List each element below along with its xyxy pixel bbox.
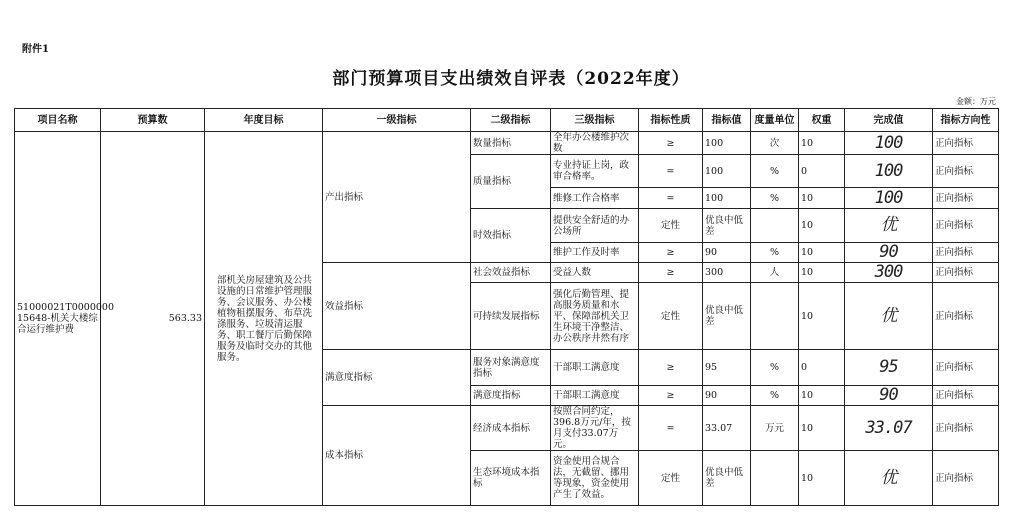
direction-cell: 正向指标 bbox=[933, 243, 999, 263]
header-cell: 二级指标 bbox=[471, 109, 551, 132]
weight-cell: 10 bbox=[799, 451, 845, 506]
level3-cell: 提供安全舒适的办公场所 bbox=[551, 209, 639, 243]
weight-cell: 10 bbox=[799, 209, 845, 243]
direction-cell: 正向指标 bbox=[933, 188, 999, 209]
budget-cell: 563.33 bbox=[101, 132, 205, 506]
unit-note: 金额：万元 bbox=[956, 97, 996, 106]
level2-cell: 时效指标 bbox=[471, 209, 551, 263]
value-cell: 优良中低差 bbox=[703, 283, 751, 350]
level3-cell: 强化后勤管理、提高服务质量和水平、保障部机关卫生环境干净整洁、办公秩序井然有序 bbox=[551, 283, 639, 350]
level2-cell: 经济成本指标 bbox=[471, 406, 551, 451]
value-cell: 100 bbox=[703, 188, 751, 209]
unit-cell: % bbox=[751, 155, 799, 188]
value-cell: 90 bbox=[703, 386, 751, 406]
weight-cell: 10 bbox=[799, 263, 845, 283]
nature-cell: 定性 bbox=[639, 283, 703, 350]
header-row bbox=[15, 109, 999, 132]
unit-cell: % bbox=[751, 350, 799, 386]
header-cell: 预算数 bbox=[101, 109, 205, 132]
evaluation-table bbox=[14, 108, 999, 506]
level1-benefit-cell: 效益指标 bbox=[323, 263, 471, 350]
completion-cell: 95 bbox=[845, 350, 933, 386]
header-cell: 完成值 bbox=[845, 109, 933, 132]
value-cell: 100 bbox=[703, 132, 751, 155]
project-name-cell: 51000021T0000000 15648-机关大楼综合运行维护费 bbox=[15, 132, 101, 506]
table-row bbox=[15, 132, 999, 155]
weight-cell: 10 bbox=[799, 406, 845, 451]
level2-cell: 社会效益指标 bbox=[471, 263, 551, 283]
weight-cell: 10 bbox=[799, 132, 845, 155]
unit-cell bbox=[751, 283, 799, 350]
nature-cell: ≥ bbox=[639, 243, 703, 263]
attachment-label: 附件1 bbox=[22, 44, 49, 55]
header-cell: 指标方向性 bbox=[933, 109, 999, 132]
direction-cell: 正向指标 bbox=[933, 132, 999, 155]
level3-cell: 干部职工满意度 bbox=[551, 350, 639, 386]
direction-cell: 正向指标 bbox=[933, 451, 999, 506]
level2-cell: 数量指标 bbox=[471, 132, 551, 155]
header-cell: 权重 bbox=[799, 109, 845, 132]
header-cell: 度量单位 bbox=[751, 109, 799, 132]
unit-cell bbox=[751, 209, 799, 243]
level3-cell: 资金使用合规合法，无截留、挪用等现象，资金使用产生了效益。 bbox=[551, 451, 639, 506]
completion-cell: 33.07 bbox=[845, 406, 933, 451]
direction-cell: 正向指标 bbox=[933, 350, 999, 386]
unit-cell: % bbox=[751, 386, 799, 406]
weight-cell: 10 bbox=[799, 386, 845, 406]
level2-cell: 生态环境成本指标 bbox=[471, 451, 551, 506]
direction-cell: 正向指标 bbox=[933, 283, 999, 350]
level1-cost-cell: 成本指标 bbox=[323, 406, 471, 506]
page-title: 部门预算项目支出绩效自评表（2022年度） bbox=[332, 69, 690, 89]
direction-cell: 正向指标 bbox=[933, 155, 999, 188]
level2-cell: 质量指标 bbox=[471, 155, 551, 209]
level2-cell: 可持续发展指标 bbox=[471, 283, 551, 350]
level2-cell: 满意度指标 bbox=[471, 386, 551, 406]
header-cell: 三级指标 bbox=[551, 109, 639, 132]
header-cell: 指标值 bbox=[703, 109, 751, 132]
level2-cell: 服务对象满意度指标 bbox=[471, 350, 551, 386]
value-cell: 90 bbox=[703, 243, 751, 263]
level3-cell: 维护工作及时率 bbox=[551, 243, 639, 263]
weight-cell: 0 bbox=[799, 155, 845, 188]
completion-cell: 优 bbox=[845, 209, 933, 243]
nature-cell: ≥ bbox=[639, 263, 703, 283]
level3-cell: 维修工作合格率 bbox=[551, 188, 639, 209]
value-cell: 300 bbox=[703, 263, 751, 283]
completion-cell: 优 bbox=[845, 451, 933, 506]
completion-cell: 优 bbox=[845, 283, 933, 350]
level3-cell: 全年办公楼维护次数 bbox=[551, 132, 639, 155]
annual-goal-cell: 部机关房屋建筑及公共设施的日常维护管理服务、会议服务、办公楼植物租摆服务、布草洗涤服务、垃圾清运服务、职工餐厅后勤保障服务及临时交办的其他服务。 bbox=[205, 132, 323, 506]
unit-cell: 次 bbox=[751, 132, 799, 155]
weight-cell: 10 bbox=[799, 243, 845, 263]
unit-cell: 人 bbox=[751, 263, 799, 283]
unit-cell bbox=[751, 451, 799, 506]
nature-cell: ≥ bbox=[639, 350, 703, 386]
completion-cell: 100 bbox=[845, 155, 933, 188]
value-cell: 95 bbox=[703, 350, 751, 386]
value-cell: 优良中低差 bbox=[703, 209, 751, 243]
nature-cell: = bbox=[639, 188, 703, 209]
weight-cell: 10 bbox=[799, 283, 845, 350]
level3-cell: 干部职工满意度 bbox=[551, 386, 639, 406]
nature-cell: 定性 bbox=[639, 209, 703, 243]
header-cell: 年度目标 bbox=[205, 109, 323, 132]
level3-cell: 按照合同约定，396.8万元/年，按月支付33.07万元。 bbox=[551, 406, 639, 451]
nature-cell: 定性 bbox=[639, 451, 703, 506]
completion-cell: 100 bbox=[845, 188, 933, 209]
nature-cell: ≥ bbox=[639, 132, 703, 155]
unit-cell: % bbox=[751, 243, 799, 263]
level1-output-cell: 产出指标 bbox=[323, 132, 471, 263]
value-cell: 优良中低差 bbox=[703, 451, 751, 506]
nature-cell: = bbox=[639, 406, 703, 451]
header-cell: 一级指标 bbox=[323, 109, 471, 132]
unit-cell: % bbox=[751, 188, 799, 209]
unit-cell: 万元 bbox=[751, 406, 799, 451]
level3-cell: 受益人数 bbox=[551, 263, 639, 283]
header-cell: 项目名称 bbox=[15, 109, 101, 132]
direction-cell: 正向指标 bbox=[933, 406, 999, 451]
direction-cell: 正向指标 bbox=[933, 209, 999, 243]
completion-cell: 90 bbox=[845, 243, 933, 263]
completion-cell: 300 bbox=[845, 263, 933, 283]
level3-cell: 专业持证上岗，政审合格率。 bbox=[551, 155, 639, 188]
nature-cell: ≥ bbox=[639, 386, 703, 406]
weight-cell: 10 bbox=[799, 188, 845, 209]
direction-cell: 正向指标 bbox=[933, 263, 999, 283]
value-cell: 100 bbox=[703, 155, 751, 188]
completion-cell: 100 bbox=[845, 132, 933, 155]
completion-cell: 90 bbox=[845, 386, 933, 406]
direction-cell: 正向指标 bbox=[933, 386, 999, 406]
header-cell: 指标性质 bbox=[639, 109, 703, 132]
nature-cell: = bbox=[639, 155, 703, 188]
level1-satisfaction-cell: 满意度指标 bbox=[323, 350, 471, 406]
value-cell: 33.07 bbox=[703, 406, 751, 451]
weight-cell: 0 bbox=[799, 350, 845, 386]
